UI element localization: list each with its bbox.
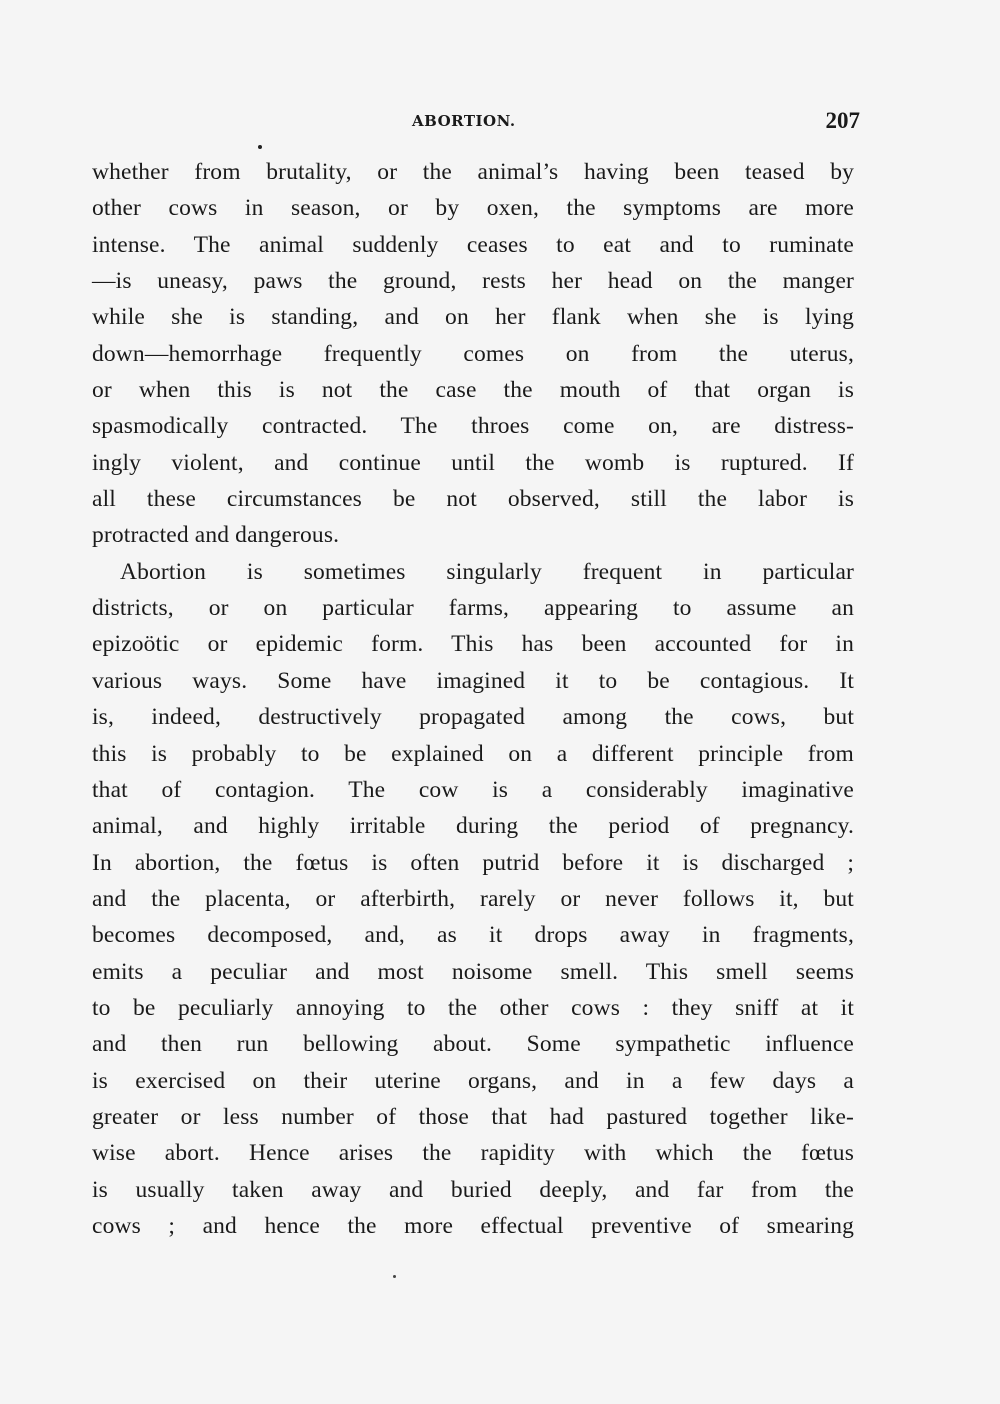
text-line: wise abort. Hence arises the rapidity with which the fœtus	[92, 1140, 854, 1167]
text-line: is exercised on their uterine organs, and in a few days a	[92, 1067, 854, 1094]
paragraph-2	[92, 554, 854, 1245]
text-line: cows ; and hence the more effectual preventive of smearing	[92, 1212, 854, 1239]
text-line: all these circumstances be not observed, still the labor is	[92, 486, 854, 513]
text-line: —is uneasy, paws the ground, rests her head on the manger	[92, 268, 854, 295]
text-line: animal, and highly irritable during the period of pregnancy.	[92, 813, 854, 840]
text-line: intense. The animal suddenly ceases to eat and to ruminate	[92, 231, 854, 258]
text-line: or when this is not the case the mouth of that organ is	[92, 377, 854, 404]
text-line: is, indeed, destructively propagated among the cows, but	[92, 704, 854, 731]
text-line: various ways. Some have imagined it to be contagious. It	[92, 667, 854, 694]
page-number: 207	[825, 108, 860, 133]
text-line: protracted and dangerous.	[92, 522, 340, 549]
text-line: that of contagion. The cow is a considerably imaginative	[92, 776, 854, 803]
text-line: ingly violent, and continue until the womb is ruptured. If	[92, 449, 854, 476]
text-line: is usually taken away and buried deeply, and far from the	[92, 1176, 854, 1203]
text-line: spasmodically contracted. The throes come on, are distress-	[92, 413, 854, 440]
text-line: districts, or on particular farms, appearing to assume an	[92, 595, 854, 622]
text-line: In abortion, the fœtus is often putrid before it is discharged ;	[92, 849, 854, 876]
text-line: Abortion is sometimes singularly frequent in particular	[120, 558, 854, 585]
text-line: epizoötic or epidemic form. This has been accounted for in	[92, 631, 854, 658]
body-text	[92, 154, 854, 1244]
text-line: whether from brutality, or the animal’s having been teased by	[92, 159, 854, 185]
text-line: to be peculiarly annoying to the other cows : they sniff at it	[92, 994, 854, 1021]
text-line: this is probably to be explained on a different principle from	[92, 740, 854, 767]
text-line: emits a peculiar and most noisome smell. This smell seems	[92, 958, 854, 985]
text-line: while she is standing, and on her flank when she is lying	[92, 304, 854, 331]
text-line: other cows in season, or by oxen, the symptoms are more	[92, 195, 854, 222]
paragraph-1	[92, 154, 854, 554]
text-line: greater or less number of those that had pastured together like-	[92, 1103, 854, 1130]
running-title: ABORTION.	[412, 112, 516, 130]
text-line: becomes decomposed, and, as it drops away in fragments,	[92, 922, 854, 949]
text-line: and then run bellowing about. Some sympathetic influence	[92, 1031, 854, 1058]
text-line: down—hemorrhage frequently comes on from the uterus,	[92, 340, 854, 367]
print-speck	[393, 1275, 396, 1278]
text-line: and the placenta, or afterbirth, rarely or never follows it, but	[92, 885, 854, 912]
print-speck	[258, 145, 262, 149]
running-head	[92, 108, 860, 138]
